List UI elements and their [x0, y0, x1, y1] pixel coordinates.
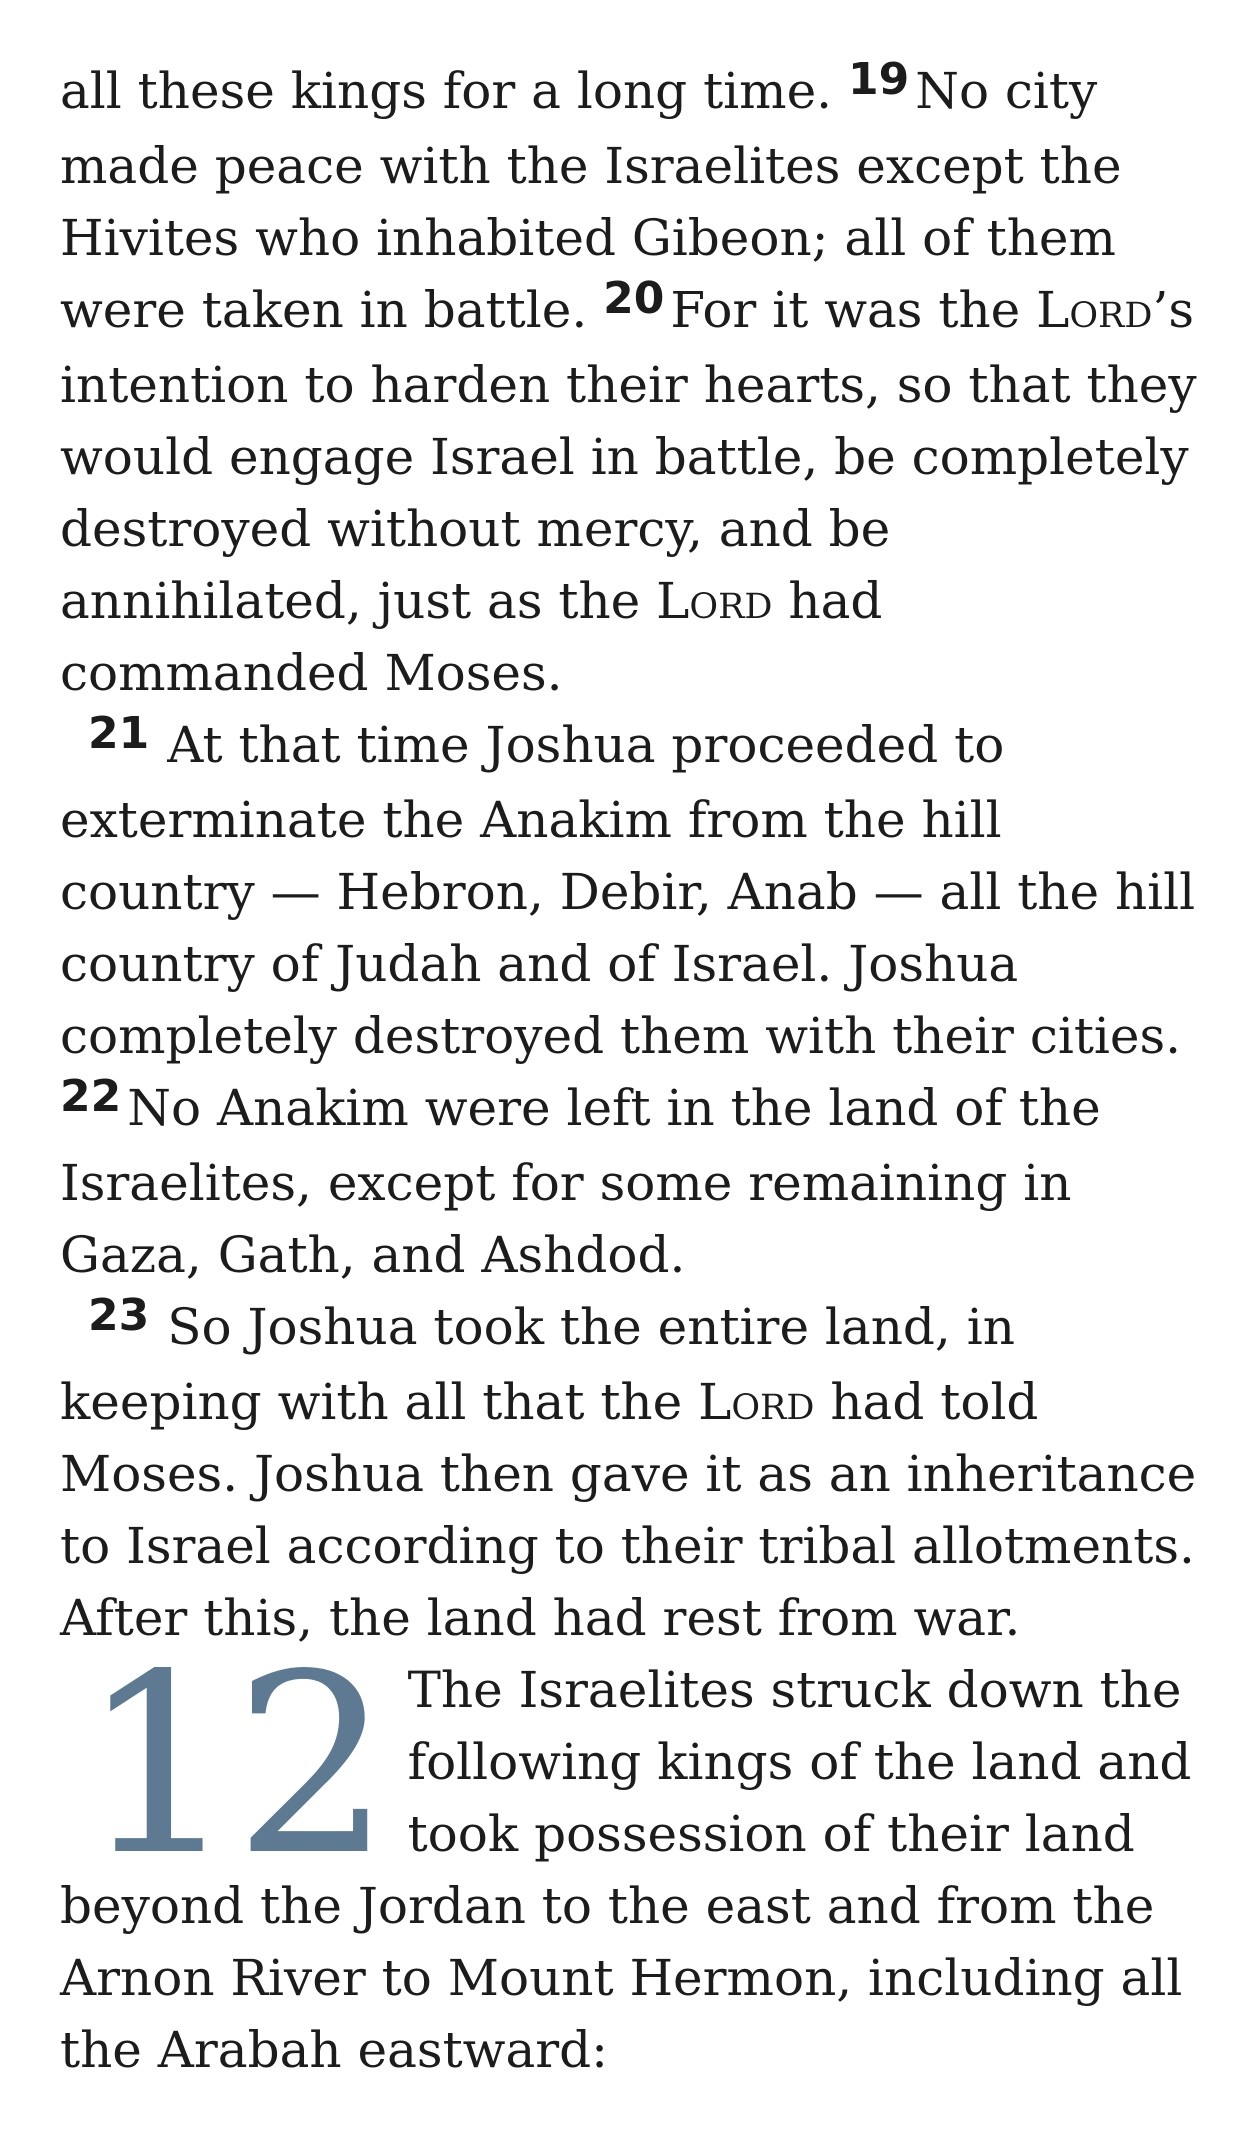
verse-text: So Joshua took the entire land, in keeping with all that the — [60, 1298, 1015, 1431]
verse-paragraphs — [60, 55, 1200, 1654]
verse-number: 21 — [88, 708, 150, 759]
reading-page — [60, 55, 1200, 2086]
verse-paragraph — [60, 55, 1200, 709]
verse-paragraph — [60, 1291, 1200, 1654]
divine-name: Lord — [656, 572, 773, 630]
verse-paragraph — [60, 709, 1200, 1291]
verse-text: No Anakim were left in the land of the Israelites, except for some remaining in Gaza, Gath, and Ashdod. — [60, 1079, 1101, 1284]
chapter-block — [60, 1622, 1200, 2086]
divine-name: Lord — [698, 1373, 815, 1431]
verse-text: No city made peace with the Israelites except the Hivites who inhabited Gibeon; all of them were taken in battle. — [60, 62, 1122, 339]
verse-text: had commanded Moses. — [60, 572, 883, 702]
chapter-opening-text: The Israelites struck down the following kings of the land and took possession of their land beyond the Jordan to the east and from the Arnon River to Mount Hermon, including all the Arabah eastward: — [60, 1661, 1192, 2079]
chapter-number: 12 — [80, 1622, 388, 1910]
verse-number: 19 — [847, 54, 910, 105]
verse-text: had told Moses. Joshua then gave it as an inheritance to Israel according to their tribal allotments. After this, the land had rest from war. — [60, 1373, 1197, 1647]
verse-text: For it was the — [670, 281, 1037, 339]
verse-text: all these kings for a long time. — [60, 62, 848, 120]
verse-number: 23 — [88, 1290, 150, 1341]
verse-text: At that time Joshua proceeded to exterminate the Anakim from the hill country — Hebron, Debir, Anab — all the hill country of Judah and of Israel. Joshua completely destroyed them with their cities. — [60, 716, 1196, 1065]
divine-name: Lord — [1036, 281, 1153, 339]
verse-number: 20 — [603, 273, 665, 324]
verse-text: ’s intention to harden their hearts, so that they would engage Israel in battle, be completely destroyed without mercy, and be annihilated, just as the — [60, 281, 1197, 630]
verse-number: 22 — [60, 1071, 122, 1122]
